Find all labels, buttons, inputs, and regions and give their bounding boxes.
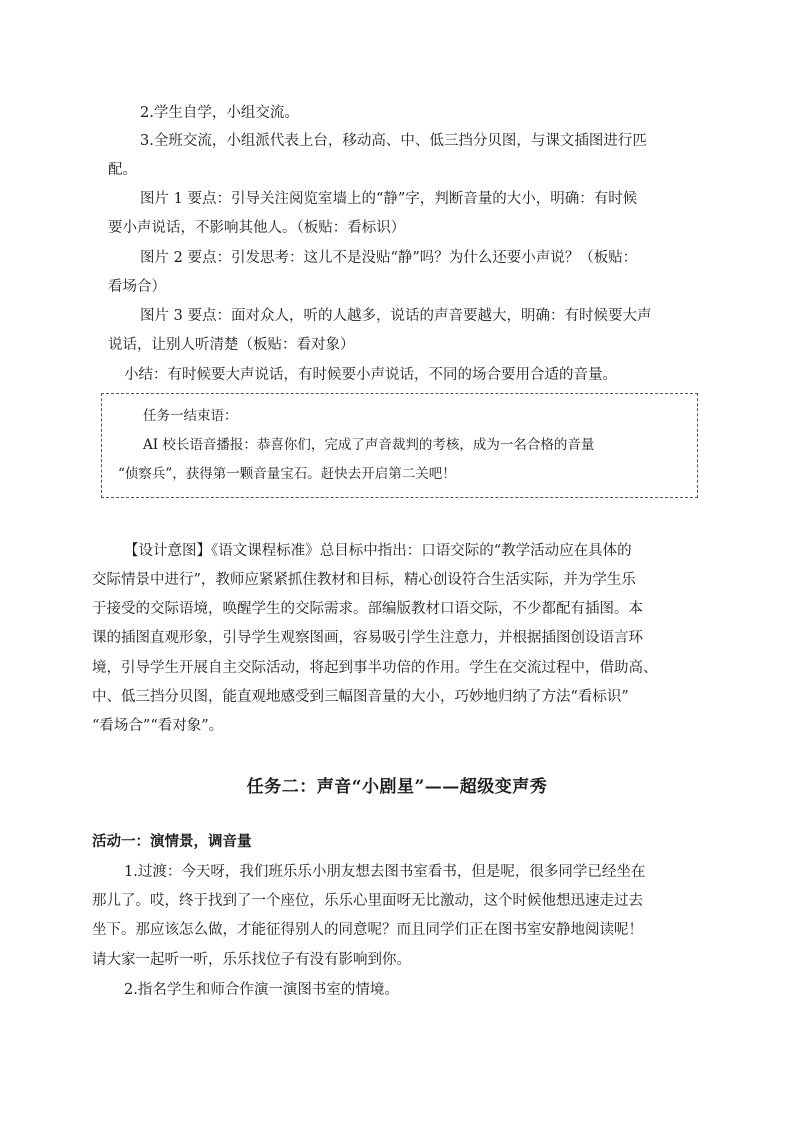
step-3-line: 3.全班交流，小组派代表上台，移动高、中、低三挡分贝图，与课文插图进行匹	[140, 133, 647, 149]
box-title: 任务一结束语：	[143, 408, 238, 424]
activity-p2-line: 2.指名学生和师合作演一演图书室的情境。	[124, 982, 399, 998]
activity-p1-line-3: 坐下。那应该怎么做，才能征得别人的同意呢？而且同学们正在图书室安静地阅读呢！	[92, 922, 643, 938]
activity-p1-line-2: 那儿了。哎，终于找到了一个座位，乐乐心里面呀无比激动，这个时候他想迅速走过去	[92, 893, 643, 909]
picture-2-point-cont: 看场合）	[108, 279, 166, 295]
activity-one-title: 活动一：演情景，调音量	[92, 833, 252, 850]
step-2-line: 2.学生自学，小组交流。	[140, 105, 299, 121]
picture-3-point-cont: 说话，让别人听清楚（板贴：看对象）	[108, 337, 355, 353]
box-line-1: AI 校长语音播报：恭喜你们，完成了声音裁判的考核，成为一名合格的音量	[143, 437, 595, 453]
task-two-heading: 任务二：声音“小剧星”——超级变声秀	[246, 777, 548, 797]
activity-p1-line-4: 请大家一起听一听，乐乐找位子有没有影响到你。	[92, 952, 411, 968]
design-line-4: 课的插图直观形象，引导学生观察图画，容易吸引学生注意力，并根据插图创设语言环	[92, 630, 643, 646]
design-line-3: 于接受的交际语境，唤醒学生的交际需求。部编版教材口语交际，不少都配有插图。本	[92, 601, 643, 617]
activity-p1-line-1: 1.过渡：今天呀，我们班乐乐小朋友想去图书室看书，但是呢，很多同学已经坐在	[124, 864, 646, 880]
design-line-2: 交际情景中进行”，教师应紧紧抓住教材和目标，精心创设符合生活实际，并为学生乐	[92, 572, 636, 588]
summary-line: 小结：有时候要大声说话，有时候要小声说话，不同的场合要用合适的音量。	[124, 367, 617, 383]
picture-1-point-cont: 要小声说话，不影响其他人。（板贴：看标识）	[108, 220, 406, 236]
picture-3-point: 图片 3 要点：面对众人，听的人越多，说话的声音要越大，明确：有时候要大声	[140, 308, 652, 324]
design-line-7: “看场合”“看对象”。	[92, 718, 224, 734]
design-line-1: 【设计意图】《语文课程标准》总目标中指出：口语交际的“教学活动应在具体的	[124, 543, 632, 559]
step-3-line-cont: 配。	[108, 162, 137, 178]
task-one-closing-box	[101, 393, 698, 498]
box-line-2: “侦察兵”，获得第一颗音量宝石。赶快去开启第二关吧！	[118, 466, 456, 482]
design-line-5: 境，引导学生开展自主交际活动，将起到事半功倍的作用。学生在交流过程中，借助高、	[92, 660, 658, 676]
picture-2-point: 图片 2 要点：引发思考：这儿不是没贴“静”吗？为什么还要小声说？（板贴：	[140, 250, 638, 266]
picture-1-point: 图片 1 要点：引导关注阅览室墙上的“静”字，判断音量的大小，明确：有时候	[140, 191, 638, 207]
design-line-6: 中、低三挡分贝图，能直观地感受到三幅图音量的大小，巧妙地归纳了方法“看标识”	[92, 689, 629, 705]
